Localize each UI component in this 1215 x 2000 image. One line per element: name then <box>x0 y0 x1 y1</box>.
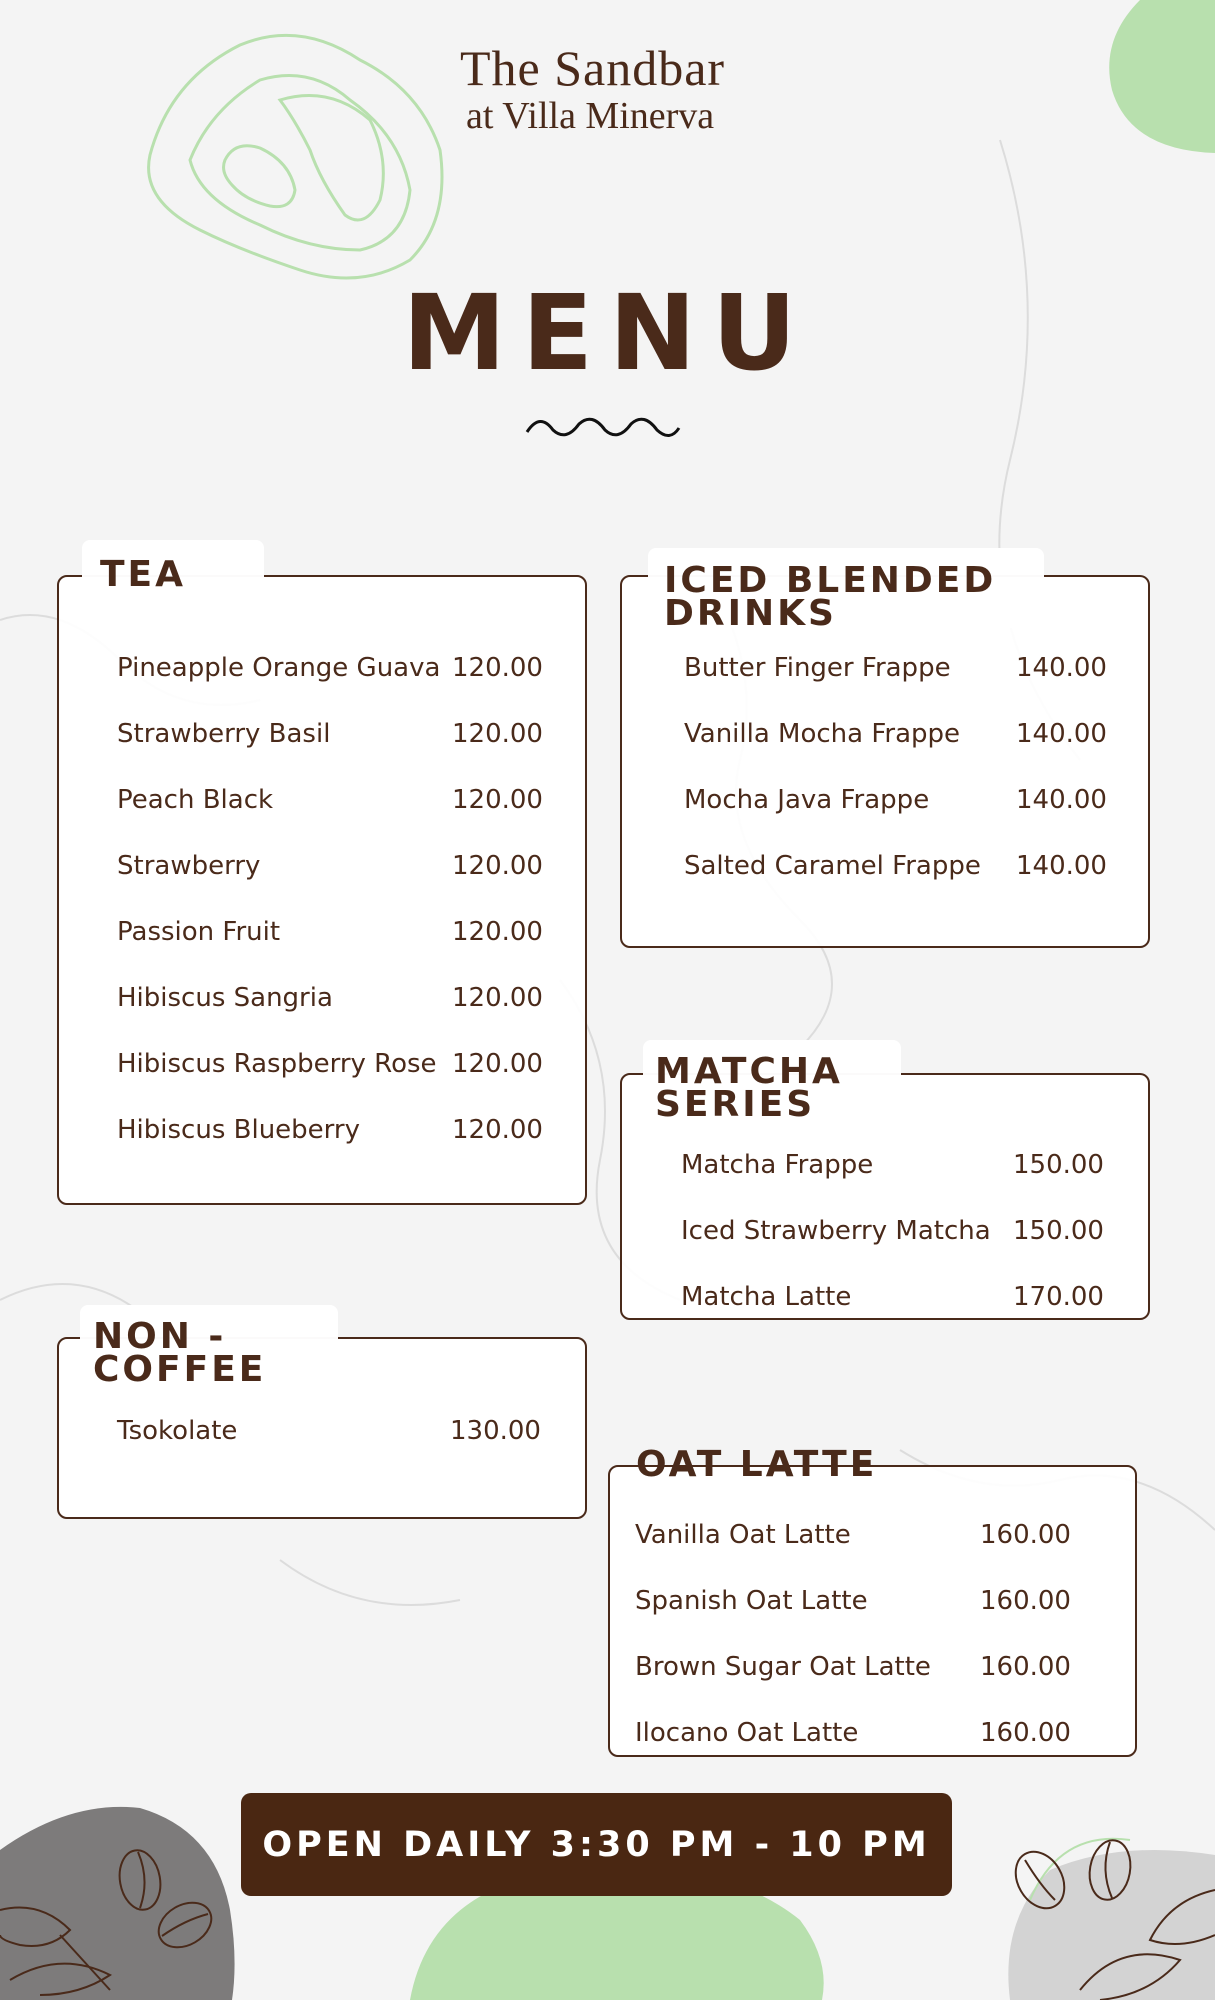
menu-item-price: 140.00 <box>1016 851 1107 881</box>
brand-logo <box>460 40 760 136</box>
menu-item-name: Tsokolate <box>117 1416 238 1446</box>
matcha-heading <box>655 1051 843 1125</box>
menu-item-price: 140.00 <box>1016 785 1107 815</box>
menu-item-price: 120.00 <box>452 1115 543 1145</box>
menu-item-price: 120.00 <box>452 719 543 749</box>
menu-item-price: 120.00 <box>452 917 543 947</box>
oat-latte-heading: OAT LATTE <box>636 1444 878 1485</box>
menu-item-price: 120.00 <box>452 851 543 881</box>
menu-item-price: 130.00 <box>450 1416 541 1446</box>
non-coffee-heading-line2: COFFEE <box>93 1349 267 1390</box>
menu-item-name: Strawberry <box>117 851 261 881</box>
menu-item-name: Mocha Java Frappe <box>684 785 930 815</box>
menu-item-price: 170.00 <box>1013 1282 1104 1312</box>
green-blob-top-right <box>1109 0 1215 153</box>
iced-blended-heading <box>664 560 997 634</box>
menu-item-price: 120.00 <box>452 1049 543 1079</box>
brand-subtitle: at Villa Minerva <box>466 95 715 137</box>
menu-item-name: Ilocano Oat Latte <box>635 1718 859 1748</box>
non-coffee-heading <box>93 1316 267 1390</box>
menu-item-name: Strawberry Basil <box>117 719 331 749</box>
menu-item-name: Brown Sugar Oat Latte <box>635 1652 931 1682</box>
menu-item-name: Matcha Frappe <box>681 1150 874 1180</box>
iced-blended-heading-line2: DRINKS <box>664 593 837 634</box>
menu-item-price: 160.00 <box>980 1652 1071 1682</box>
menu-item-name: Hibiscus Sangria <box>117 983 333 1013</box>
iced-blended-heading-line1: ICED BLENDED <box>664 560 997 601</box>
menu-item-name: Pineapple Orange Guava <box>117 653 441 683</box>
menu-item-price: 150.00 <box>1013 1150 1104 1180</box>
page-title: MENU <box>402 272 813 394</box>
menu-item-name: Butter Finger Frappe <box>684 653 951 683</box>
menu-item-price: 120.00 <box>452 653 543 683</box>
menu-item-price: 160.00 <box>980 1718 1071 1748</box>
menu-item-price: 160.00 <box>980 1586 1071 1616</box>
menu-item-price: 120.00 <box>452 983 543 1013</box>
non-coffee-heading-line1: NON - <box>93 1316 227 1357</box>
menu-item-price: 150.00 <box>1013 1216 1104 1246</box>
brand-name: The Sandbar <box>460 40 726 96</box>
menu-item-name: Vanilla Oat Latte <box>635 1520 851 1550</box>
menu-item-name: Salted Caramel Frappe <box>684 851 981 881</box>
menu-item-name: Matcha Latte <box>681 1282 852 1312</box>
menu-item-name: Hibiscus Raspberry Rose <box>117 1049 437 1079</box>
hours-banner: OPEN DAILY 3:30 PM - 10 PM <box>241 1793 952 1896</box>
matcha-heading-line2: SERIES <box>655 1084 816 1125</box>
menu-item-name: Hibiscus Blueberry <box>117 1115 360 1145</box>
menu-item-name: Peach Black <box>117 785 274 815</box>
menu-item-price: 140.00 <box>1016 653 1107 683</box>
menu-item-name: Spanish Oat Latte <box>635 1586 868 1616</box>
menu-item-price: 140.00 <box>1016 719 1107 749</box>
matcha-heading-line1: MATCHA <box>655 1051 843 1092</box>
menu-item-name: Passion Fruit <box>117 917 281 947</box>
menu-item-name: Iced Strawberry Matcha <box>681 1216 991 1246</box>
tea-heading: TEA <box>100 554 187 595</box>
squiggle-divider-icon <box>525 410 681 440</box>
menu-item-price: 120.00 <box>452 785 543 815</box>
menu-item-name: Vanilla Mocha Frappe <box>684 719 961 749</box>
menu-item-price: 160.00 <box>980 1520 1071 1550</box>
